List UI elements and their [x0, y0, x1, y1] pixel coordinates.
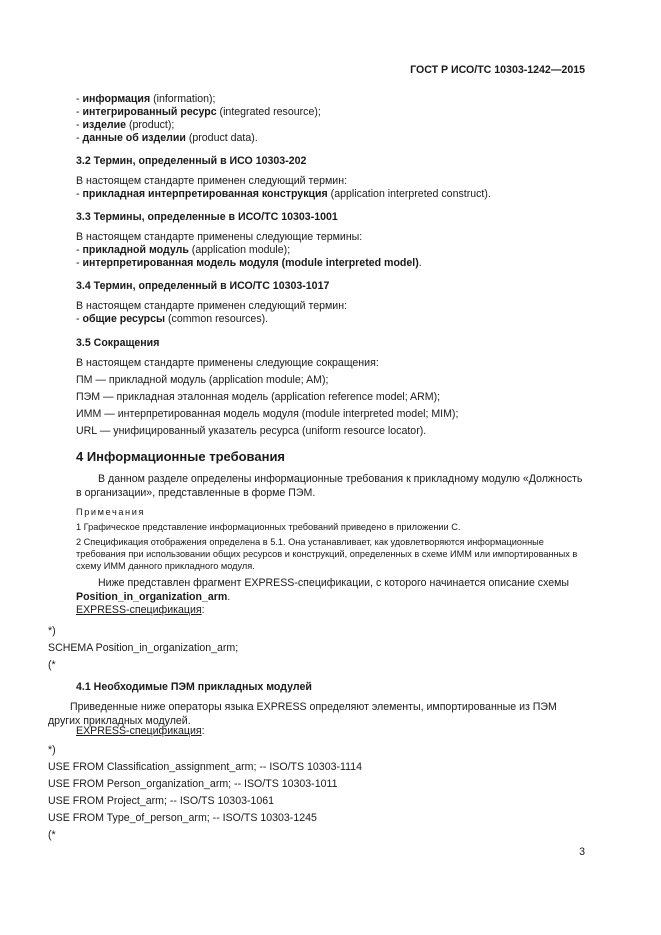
express-intro-paragraph [76, 576, 586, 604]
term-item: - информация (information); [76, 93, 216, 105]
section-heading-4: 4 Информационные требования [76, 449, 286, 464]
term-ru: прикладной модуль [82, 244, 189, 256]
notes-label: Примечания [76, 507, 146, 517]
code-line: *) [48, 625, 56, 637]
term-ru: данные об изделии [82, 132, 186, 144]
express-colon: : [201, 604, 205, 616]
page-number: 3 [579, 846, 585, 858]
section-heading-4-1: 4.1 Необходимые ПЭМ прикладных модулей [76, 681, 312, 693]
express-intro-text: Ниже представлен фрагмент EXPRESS-спецификации, с которого начинается описание схемы [98, 577, 570, 589]
term-en: (product); [126, 119, 175, 131]
schema-name: Position_in_organization_arm [76, 591, 228, 603]
document-header-id: ГОСТ Р ИСО/ТС 10303-1242—2015 [410, 64, 585, 76]
section-heading-3-4: 3.4 Термин, определенный в ИСО/ТС 10303-1017 [76, 280, 330, 292]
abbreviation-item: ПЭМ — прикладная эталонная модель (application reference model; ARM); [76, 391, 441, 403]
section-intro: В настоящем стандарте применен следующий термин: [76, 175, 348, 187]
section-heading-3-5: 3.5 Сокращения [76, 337, 160, 349]
term-item: - прикладной модуль (application module); [76, 244, 291, 256]
express-label-line [76, 724, 205, 738]
section-paragraph: В данном разделе определены информационные требования к прикладному модулю «Должность в организации», представленные в форме ПЭМ. [76, 473, 583, 499]
code-line: (* [48, 829, 56, 841]
term-en: (product data). [185, 132, 258, 144]
term-ru: прикладная интерпретированная конструкция [82, 188, 328, 200]
code-line: USE FROM Person_organization_arm; -- ISO/TS 10303-1011 [48, 778, 338, 790]
abbreviation-item: ПМ — прикладной модуль (application module; AM); [76, 374, 329, 386]
term-end: . [418, 257, 422, 269]
abbreviation-item: ИММ — интерпретированная модель модуля (module interpreted model; MIM); [76, 408, 459, 420]
code-line: *) [48, 744, 56, 756]
schema-end: . [227, 591, 231, 603]
term-item: - интерпретированная модель модуля (module interpreted model). [76, 257, 422, 269]
express-label-line [76, 603, 205, 617]
express-colon: : [201, 725, 205, 737]
code-line: USE FROM Project_arm; -- ISO/TS 10303-1061 [48, 795, 275, 807]
express-label: EXPRESS-спецификация [76, 604, 202, 616]
term-ru: интегрированный ресурс [82, 106, 217, 118]
section-intro: В настоящем стандарте применены следующие сокращения: [76, 357, 379, 369]
section-heading-3-2: 3.2 Термин, определенный в ИСО 10303-202 [76, 155, 307, 167]
term-item: - общие ресурсы (common resources). [76, 313, 269, 325]
section-paragraph: Приведенные ниже операторы языка EXPRESS определяют элементы, импортированные из ПЭМ других прикладных модулей. [48, 701, 557, 727]
term-en: (application interpreted construct). [327, 188, 491, 200]
term-ru: общие ресурсы [82, 313, 166, 325]
section-heading-3-3: 3.3 Термины, определенные в ИСО/ТС 10303-1001 [76, 211, 338, 223]
term-ru: изделие [82, 119, 127, 131]
note-2: 2 Спецификация отображения определена в 5.1. Она устанавливает, как удовлетворяются информационные требования при использовании общих ресурсов и конструкций, определенных в схеме ИММ или импортированных в схему ИММ данного прикладного модуля. [76, 537, 578, 571]
code-line: SCHEMA Position_in_organization_arm; [48, 642, 239, 654]
code-line: (* [48, 659, 56, 671]
term-ru: интерпретированная модель модуля (module interpreted model) [82, 257, 419, 269]
term-en: (integrated resource); [216, 106, 321, 118]
term-item: - изделие (product); [76, 119, 175, 131]
code-line: USE FROM Classification_assignment_arm; -- ISO/TS 10303-1114 [48, 761, 363, 773]
note-1: 1 Графическое представление информационных требований приведено в приложении С. [76, 522, 461, 532]
term-en: (information); [150, 93, 216, 105]
term-item: - данные об изделии (product data). [76, 132, 258, 144]
code-line: USE FROM Type_of_person_arm; -- ISO/TS 10303-1245 [48, 812, 317, 824]
term-item: - прикладная интерпретированная конструкция (application interpreted construct). [76, 188, 491, 200]
express-label: EXPRESS-спецификация [76, 725, 202, 737]
term-item: - интегрированный ресурс (integrated resource); [76, 106, 321, 118]
term-ru: информация [82, 93, 151, 105]
term-en: (common resources). [165, 313, 269, 325]
abbreviation-item: URL — унифицированный указатель ресурса (uniform resource locator). [76, 425, 427, 437]
section-intro: В настоящем стандарте применен следующий термин: [76, 300, 348, 312]
term-en: (application module); [188, 244, 291, 256]
section-intro: В настоящем стандарте применены следующие термины: [76, 231, 363, 243]
